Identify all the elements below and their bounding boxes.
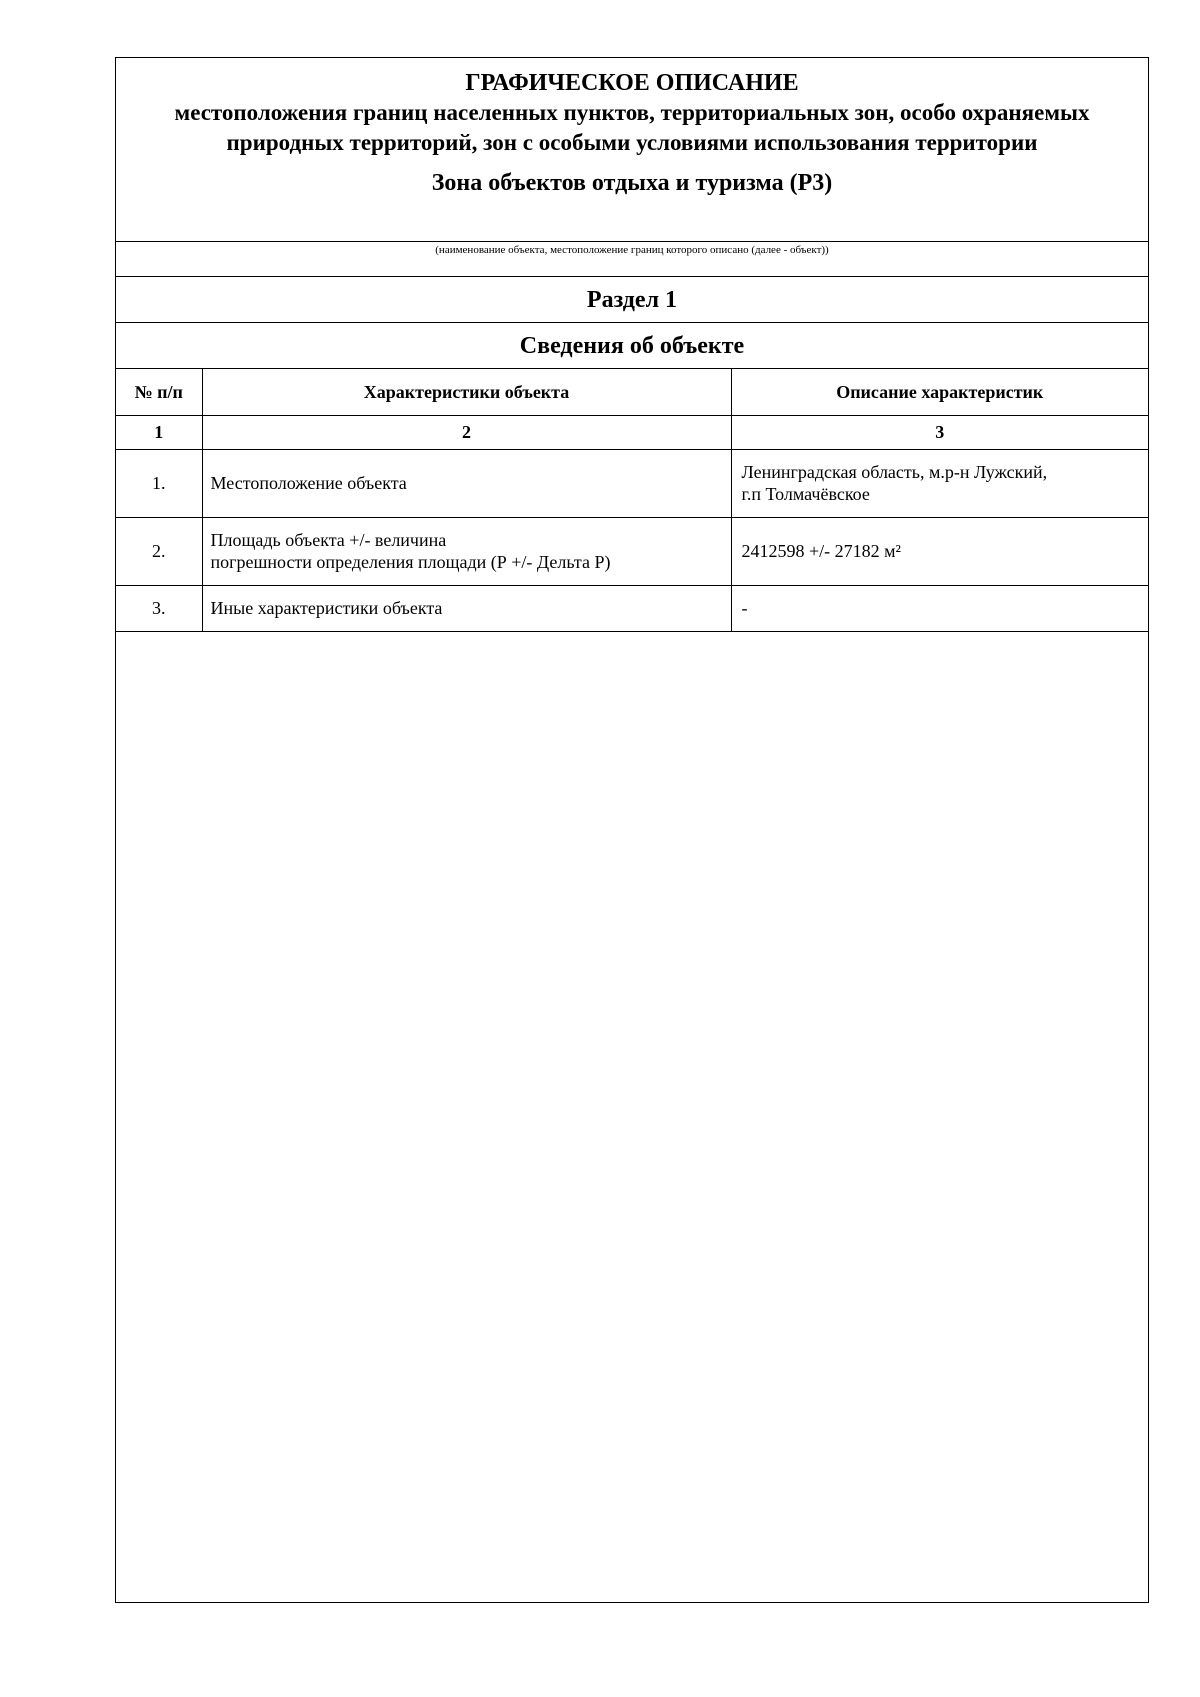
row-number: 2.	[116, 517, 202, 585]
header-description: Описание характеристик	[731, 369, 1148, 415]
column-index-3: 3	[731, 415, 1148, 449]
header-number: № п/п	[116, 369, 202, 415]
characteristic-line: Местоположение объекта	[210, 473, 407, 493]
table-index-row	[116, 415, 1148, 449]
characteristic-line: погрешности определения площади (Р +/- Дельта Р)	[210, 552, 611, 572]
row-characteristic	[202, 585, 731, 631]
object-name: Зона объектов отдыха и туризма (Р3)	[431, 170, 833, 196]
row-number: 3.	[116, 585, 202, 631]
table-row	[116, 449, 1148, 517]
row-description	[731, 585, 1148, 631]
document-subtitle: местоположения границ населенных пунктов, территориальных зон, особо охраняемых природных территорий, зон с особыми условиями использования территории	[174, 100, 1090, 155]
column-index-2: 2	[202, 415, 731, 449]
table-row	[116, 585, 1148, 631]
title-block	[116, 58, 1148, 242]
row-number: 1.	[116, 449, 202, 517]
description-line: -	[741, 598, 748, 618]
object-caption: (наименование объекта, местоположение границ которого описано (далее - объект))	[116, 242, 1148, 277]
row-description	[731, 517, 1148, 585]
table-row	[116, 517, 1148, 585]
characteristic-line: Иные характеристики объекта	[210, 598, 443, 618]
characteristic-line: Площадь объекта +/- величина	[210, 530, 447, 550]
description-line: 2412598 +/- 27182 м²	[741, 541, 901, 561]
document-sheet	[115, 57, 1149, 1603]
row-characteristic	[202, 449, 731, 517]
document-title: ГРАФИЧЕСКОЕ ОПИСАНИЕ	[465, 70, 799, 96]
section-heading: Сведения об объекте	[116, 323, 1148, 369]
row-description	[731, 449, 1148, 517]
object-info-table	[116, 369, 1148, 632]
description-line: Ленинградская область, м.р-н Лужский,	[741, 462, 1048, 482]
header-characteristic: Характеристики объекта	[202, 369, 731, 415]
column-index-1: 1	[116, 415, 202, 449]
section-label: Раздел 1	[116, 277, 1148, 323]
description-line: г.п Толмачёвское	[741, 484, 870, 504]
row-characteristic	[202, 517, 731, 585]
table-header-row	[116, 369, 1148, 415]
